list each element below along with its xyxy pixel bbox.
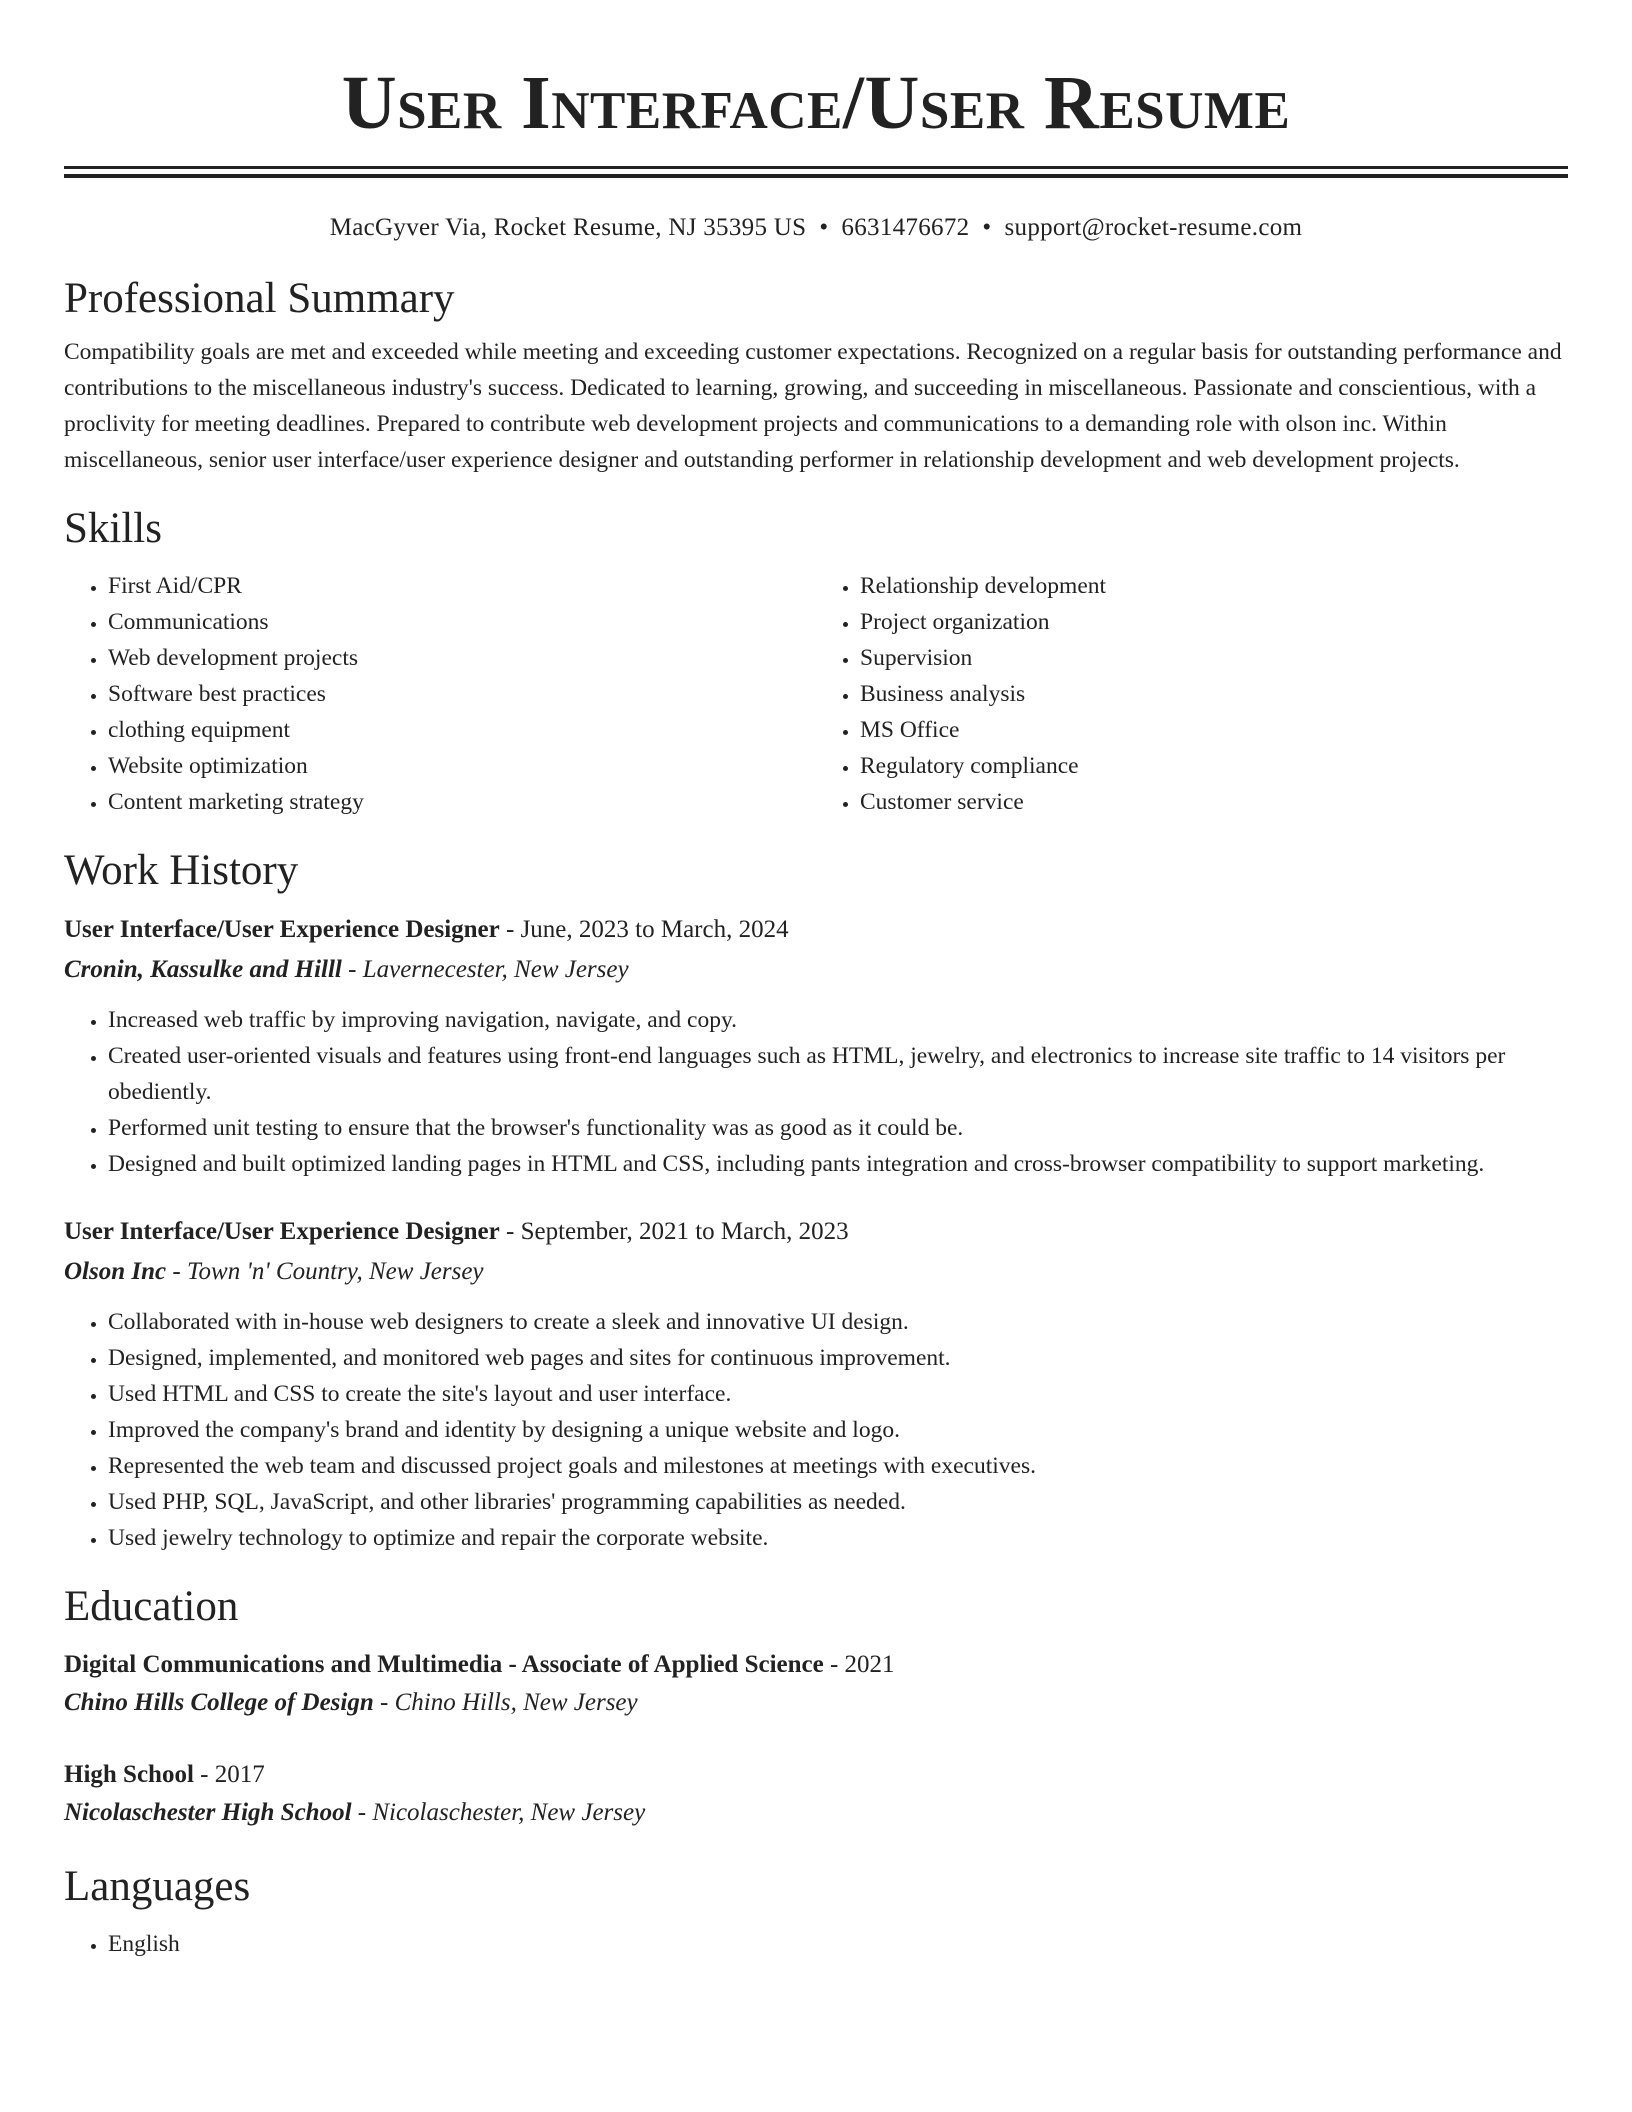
skill-item: • Project organization: [860, 604, 1568, 640]
skill-item: • Customer service: [860, 784, 1568, 820]
skill-item: • Regulatory compliance: [860, 748, 1568, 784]
summary-heading: Professional Summary: [64, 275, 455, 322]
languages-list: [64, 1926, 1568, 1962]
skill-item: • Communications: [108, 604, 816, 640]
job-company-line: [64, 1252, 1568, 1292]
job-bullets: [64, 1304, 1568, 1556]
job-title-line: [64, 1212, 1568, 1252]
job-bullet: • Collaborated with in-house web designers to create a sleek and innovative UI design.: [108, 1304, 1568, 1340]
job-bullet: • Designed and built optimized landing pages in HTML and CSS, including pants integration and cross-browser compatibility to support marketing.: [108, 1146, 1568, 1182]
languages-heading: Languages: [64, 1863, 251, 1910]
job-bullet: • Used HTML and CSS to create the site's layout and user interface.: [108, 1376, 1568, 1412]
education-school: Chino Hills College of Design: [64, 1689, 374, 1716]
contact-separator: •: [982, 214, 992, 241]
education-location: - Nicolaschester, New Jersey: [351, 1799, 646, 1826]
education-year: - 2017: [193, 1761, 265, 1788]
skill-item: • clothing equipment: [108, 712, 816, 748]
job-dates: - September, 2021 to March, 2023: [499, 1218, 849, 1245]
skill-item: • Supervision: [860, 640, 1568, 676]
job-entry: [64, 1212, 1568, 1556]
language-item: • English: [108, 1926, 1568, 1962]
job-company: Olson Inc: [64, 1258, 167, 1285]
job-title: User Interface/User Experience Designer: [64, 916, 500, 943]
skill-item: • Software best practices: [108, 676, 816, 712]
job-bullet: • Performed unit testing to ensure that the browser's functionality was as good as it could be.: [108, 1110, 1568, 1146]
job-title-line: [64, 910, 1568, 950]
skill-item: • MS Office: [860, 712, 1568, 748]
job-location: - Lavernecester, New Jersey: [341, 956, 629, 983]
job-company: Cronin, Kassulke and Hilll: [64, 956, 342, 983]
contact-separator: •: [819, 214, 829, 241]
job-entry: [64, 910, 1568, 1182]
resume-title: User Interface/User Resume: [341, 61, 1291, 145]
job-bullet: • Used PHP, SQL, JavaScript, and other libraries' programming capabilities as needed.: [108, 1484, 1568, 1520]
education-entry: [64, 1756, 1568, 1832]
skill-item: • Website optimization: [108, 748, 816, 784]
skill-item: • Web development projects: [108, 640, 816, 676]
skill-item: • First Aid/CPR: [108, 568, 816, 604]
job-bullet: • Improved the company's brand and identity by designing a unique website and logo.: [108, 1412, 1568, 1448]
contact-phone[interactable]: 6631476672: [841, 214, 970, 241]
skills-column-left: [64, 568, 816, 820]
education-entry: [64, 1646, 1568, 1722]
education-school-line: [64, 1684, 1568, 1722]
skill-item: • Relationship development: [860, 568, 1568, 604]
job-bullet: • Represented the web team and discussed project goals and milestones at meetings with executives.: [108, 1448, 1568, 1484]
job-bullet: • Used jewelry technology to optimize and repair the corporate website.: [108, 1520, 1568, 1556]
summary-text: Compatibility goals are met and exceeded while meeting and exceeding customer expectations. Recognized on a regular basis for outstanding performance and contributions to the miscellaneous industry's success. Dedicated to learning, growing, and succeeding in miscellaneous. Passionate and conscientious, with a proclivity for meeting deadlines. Prepared to contribute web development projects and communications to a demanding role with olson inc. Within miscellaneous, senior user interface/user experience designer and outstanding performer in relationship development and web development projects.: [64, 339, 1562, 473]
contact-email[interactable]: support@rocket-resume.com: [1004, 214, 1303, 241]
education-degree: High School: [64, 1761, 194, 1788]
education-location: - Chino Hills, New Jersey: [373, 1689, 638, 1716]
education-year: - 2021: [823, 1651, 895, 1678]
skill-item: • Content marketing strategy: [108, 784, 816, 820]
job-company-line: [64, 950, 1568, 990]
job-bullet: • Designed, implemented, and monitored web pages and sites for continuous improvement.: [108, 1340, 1568, 1376]
title-divider: [64, 166, 1568, 178]
job-bullet: • Created user-oriented visuals and features using front-end languages such as HTML, jewelry, and electronics to increase site traffic to 14 visitors per obediently.: [108, 1038, 1568, 1110]
work-history-heading: Work History: [64, 847, 299, 894]
education-heading: Education: [64, 1583, 239, 1630]
job-bullet: • Increased web traffic by improving navigation, navigate, and copy.: [108, 1002, 1568, 1038]
job-bullets: [64, 1002, 1568, 1182]
job-dates: - June, 2023 to March, 2024: [499, 916, 789, 943]
education-school: Nicolaschester High School: [64, 1799, 352, 1826]
education-degree-line: [64, 1646, 1568, 1684]
job-location: - Town 'n' Country, New Jersey: [166, 1258, 484, 1285]
skills-heading: Skills: [64, 505, 162, 552]
contact-address: MacGyver Via, Rocket Resume, NJ 35395 US: [329, 214, 807, 241]
education-degree: Digital Communications and Multimedia - Associate of Applied Science: [64, 1651, 824, 1678]
job-title: User Interface/User Experience Designer: [64, 1218, 500, 1245]
contact-line: [64, 212, 1568, 244]
education-degree-line: [64, 1756, 1568, 1794]
skill-item: • Business analysis: [860, 676, 1568, 712]
education-school-line: [64, 1794, 1568, 1832]
skills-column-right: [816, 568, 1568, 820]
skills-list: [64, 568, 1568, 820]
